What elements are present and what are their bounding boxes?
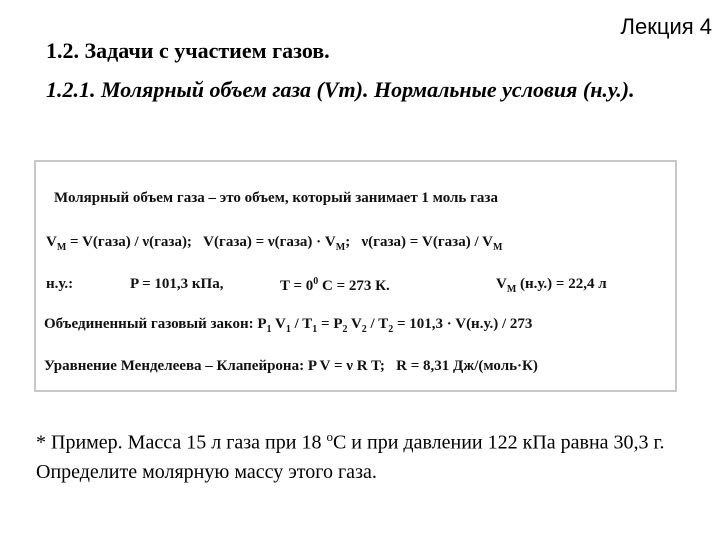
- definition-text: Молярный объем газа – это объем, который занимает 1 моль газа: [54, 190, 498, 206]
- molar-volume-formulas: $V_M$ = V(газа) / ν(газа); V(газа) = ν(газа) · $V_M$; ν(газа) = V(газа) / $V_M$: [46, 234, 503, 253]
- nc-molar-volume: $V_M$ (н.у.) = 22,4 л: [496, 276, 607, 295]
- subsection-title: 1.2.1. Молярный объем газа (Vm). Нормальные условия (н.у.).: [46, 77, 635, 102]
- lecture-number: Лекция 4: [620, 14, 712, 39]
- nc-label: н.у.:: [46, 276, 74, 292]
- nc-pressure: P = 101,3 кПа,: [130, 276, 224, 292]
- nc-temperature: $T = 0^0$ C = 273 К.: [280, 276, 390, 294]
- section-title: 1.2. Задачи с участием газов.: [46, 38, 330, 63]
- formula-box: [34, 160, 677, 392]
- combined-gas-law: Объединенный газовый закон: $P_1$ $V_1 / T_1 = P_2$ $V_2 / T_2 = 101,3 \cdot V(н.у.) / 273$: [44, 316, 533, 335]
- mendeleev-clapeyron-equation: Уравнение Менделеева – Клапейрона: P V = ν R T; R = 8,31 Дж/(моль·К): [44, 358, 538, 374]
- example-problem: * Пример. Масса 15 л газа при 18 $^о$С и при давлении 122 кПа равна 30,3 г. Определите молярную массу этого газа.: [36, 429, 665, 483]
